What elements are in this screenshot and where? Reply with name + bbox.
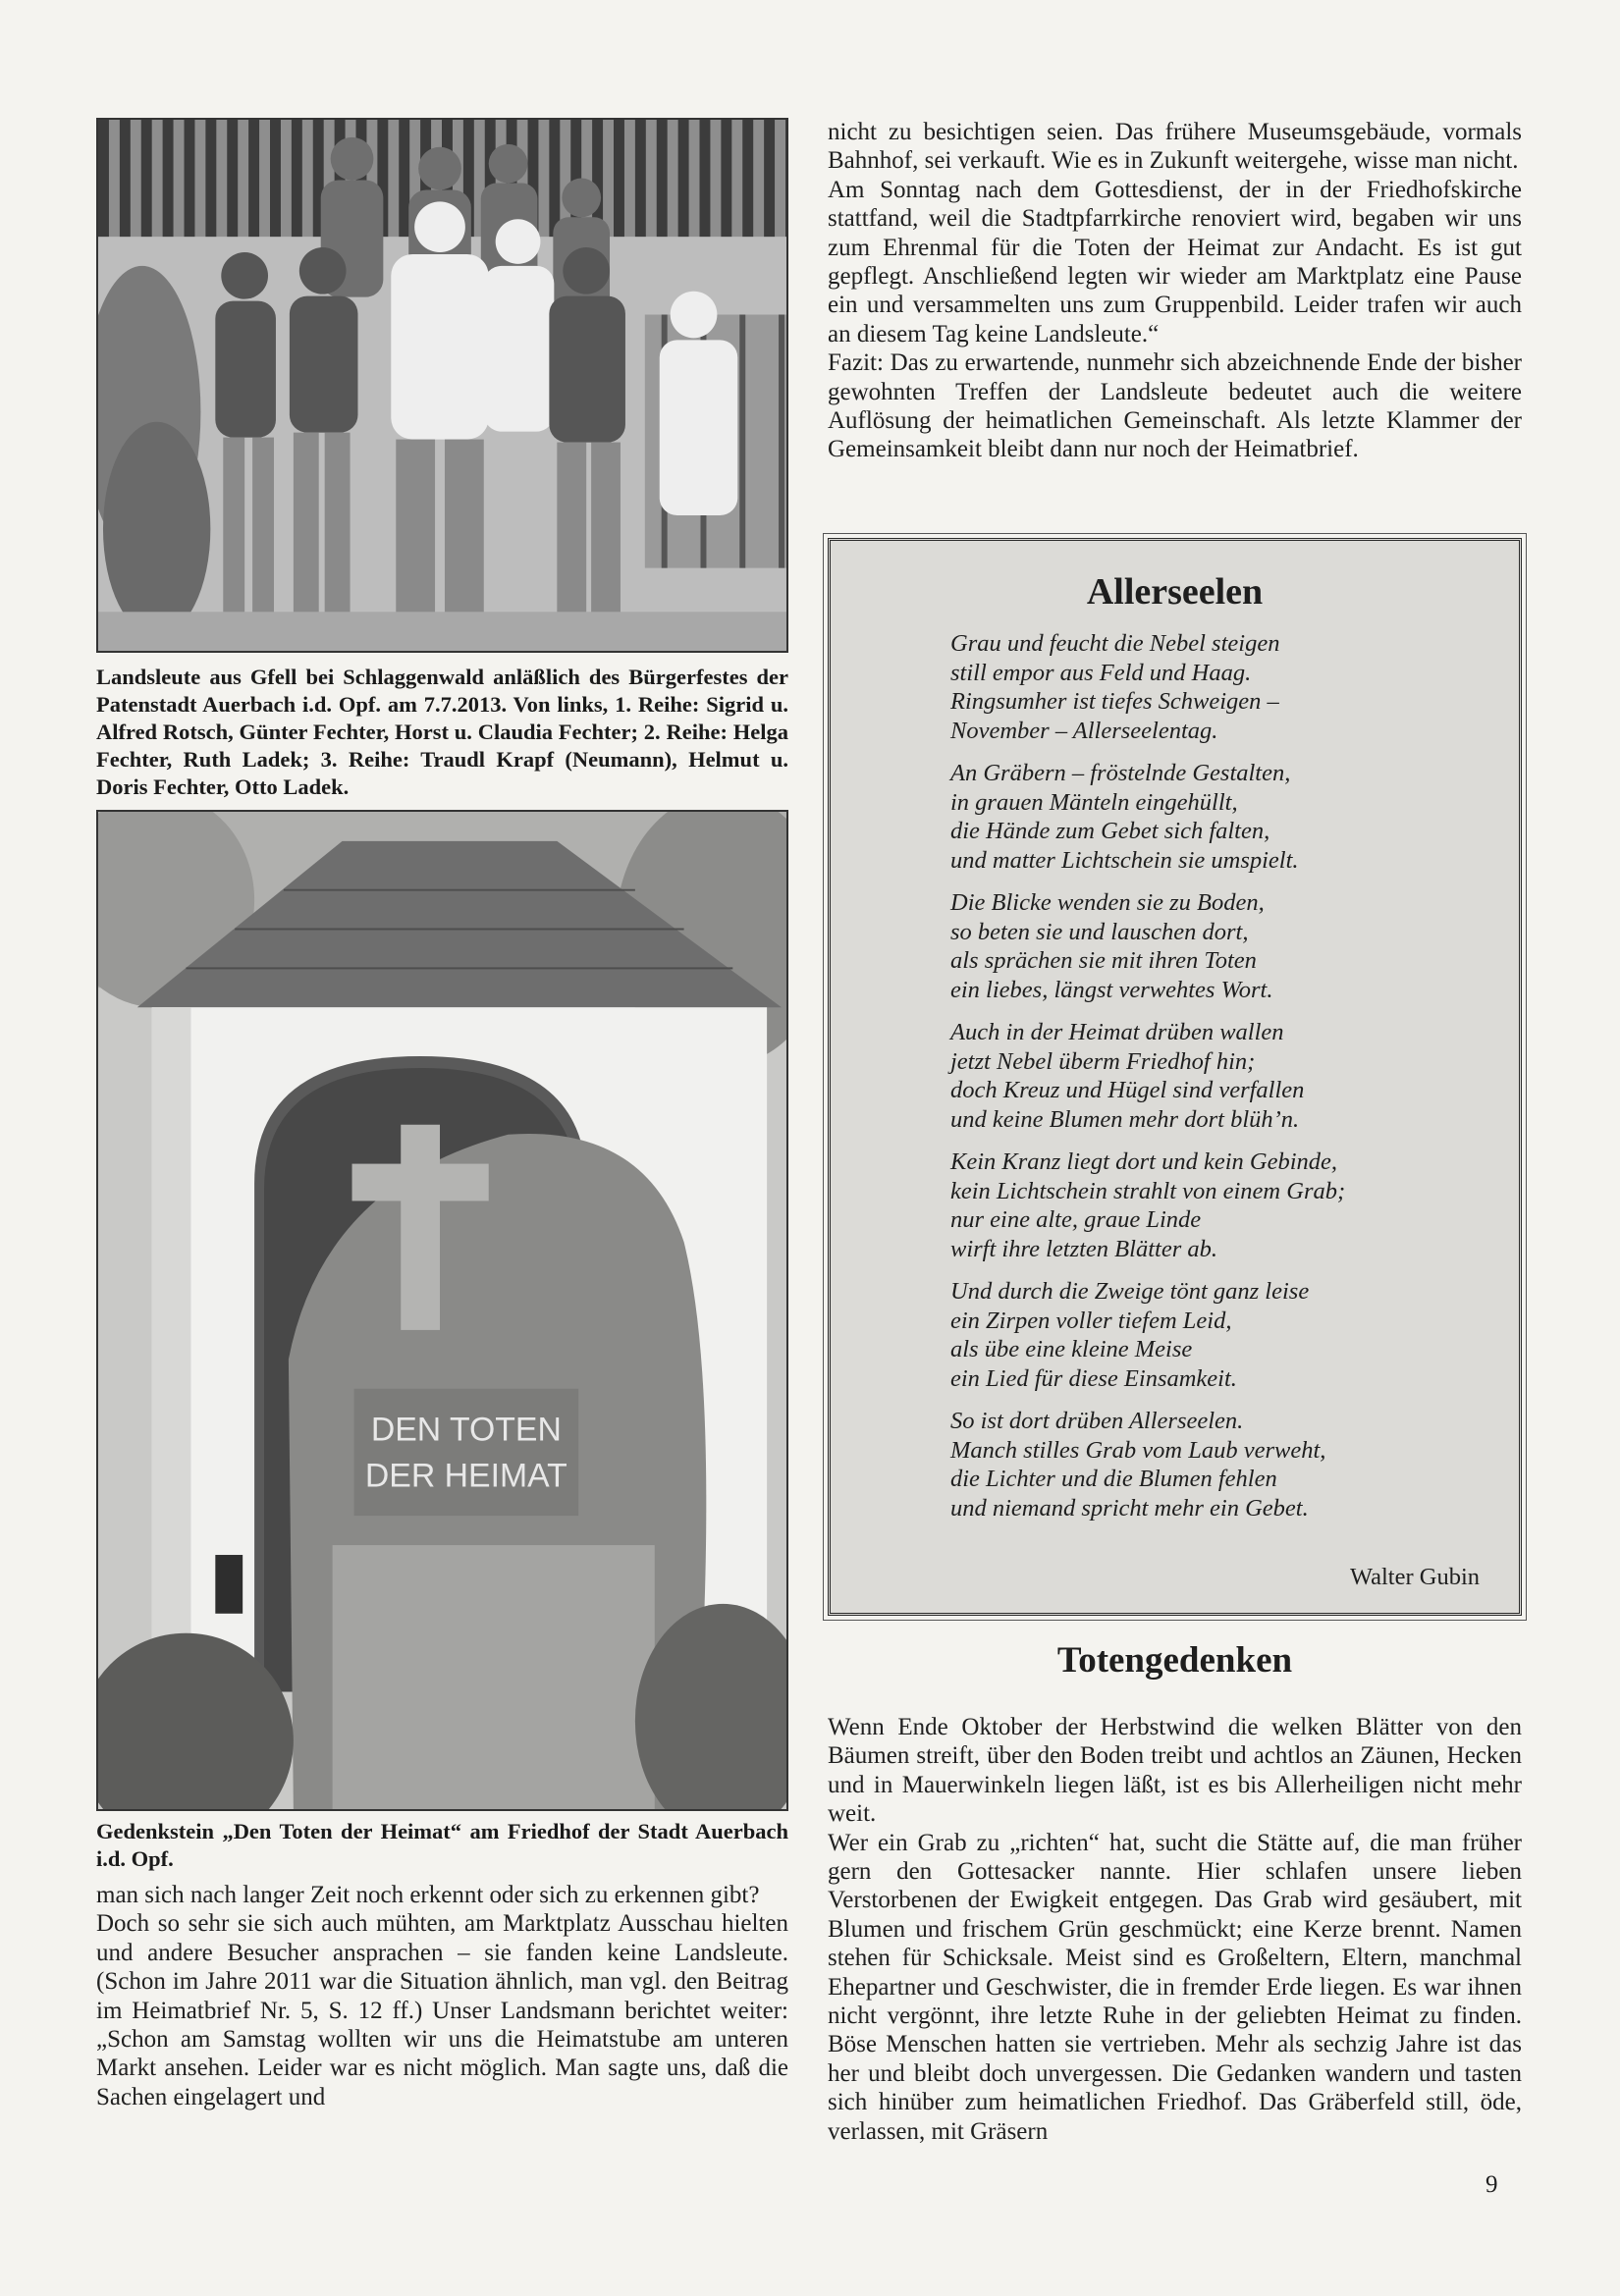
poem-author: Walter Gubin (1349, 1564, 1480, 1590)
left-column-text (96, 1881, 788, 2111)
poem-stanza (950, 1018, 1500, 1134)
section-text (828, 1713, 1522, 2146)
poem-line: wirft ihre letzten Blätter ab. (950, 1235, 1217, 1262)
poem-line: Grau und feucht die Nebel steigen (950, 630, 1280, 657)
poem-line: Kein Kranz liegt dort und kein Gebinde, (950, 1148, 1337, 1175)
inscription-line-2: DER HEIMAT (364, 1457, 567, 1495)
inscription-line-1: DEN TOTEN (370, 1411, 562, 1449)
group-photo (96, 118, 788, 653)
poem-line: als sprächen sie mit ihren Toten (950, 947, 1257, 974)
paragraph: Am Sonntag nach dem Gottesdienst, der in der Friedhofskirche stattfand, weil die Stadtpfarrkirche renoviert wird, begaben wir uns zum Ehrenmal für die Toten der Heimat zur Andacht. Es ist gut gepflegt. Anschließend legten wir wieder am Marktplatz eine Pause ein und versammelten uns zum Gruppenbild. Leider trafen wir auch an diesem Tag keine Landsleute.“ (828, 176, 1522, 347)
memorial-photo-image (98, 812, 786, 1809)
memorial-photo-caption: Gedenkstein „Den Toten der Heimat“ am Friedhof der Stadt Auerbach i.d. Opf. (96, 1819, 788, 1871)
paragraph: Doch so sehr sie sich auch mühten, am Marktplatz Ausschau hielten und andere Besucher ansprachen – sie fanden keine Landsleute. (Schon im Jahre 2011 war die Situation ähnlich, man vgl. den Beitrag im Heimatbrief Nr. 5, S. 12 ff.) Unser Landsmann berichtet weiter: „Schon am Samstag wollten wir uns die Heimatstube am unteren Markt ansehen. Leider war es nicht möglich. Man sagte uns, daß die Sachen eingelagert und (96, 1910, 788, 2110)
page-number: 9 (1485, 2171, 1498, 2198)
paragraph: Wer ein Grab zu „richten“ hat, sucht die Stätte auf, die man früher gern den Gottesacker nannte. Hier schlafen unsere lieben Verstorbenen der Ewigkeit entgegen. Das Grab wird gesäubert, mit Blumen und frischem Grün geschmückt; eine Kerze brennt. Namen stehen für Schicksale. Meist sind es Großeltern, Eltern, manchmal Ehepartner und Geschwister, die in fremder Erde liegen. Es war ihnen nicht vergönnt, ihre letzte Ruhe in der geliebten Heimat zu finden. Böse Menschen hatten sie vertrieben. Mehr als sechzig Jahre ist das her und bleibt doch unvergessen. Die Gedanken wandern und tasten sich hinüber zum heimatlichen Friedhof. Das Gräberfeld still, öde, verlassen, mit Gräsern (828, 1829, 1522, 2145)
poem-line: die Lichter und die Blumen fehlen (950, 1466, 1277, 1492)
poem-box (828, 538, 1522, 1616)
poem-line: November – Allerseelentag. (950, 717, 1218, 744)
poem-body (950, 629, 1500, 1536)
poem-line: als übe eine kleine Meise (950, 1336, 1193, 1362)
paragraph: man sich nach langer Zeit noch erkennt oder sich zu erkennen gibt? (96, 1882, 760, 1908)
section-heading: Totengedenken (1056, 1640, 1293, 1681)
memorial-photo (96, 810, 788, 1811)
poem-line: Ringsumher ist tiefes Schweigen – (950, 688, 1279, 715)
poem-line: die Hände zum Gebet sich falten, (950, 818, 1270, 844)
poem-line: so beten sie und lauschen dort, (950, 918, 1249, 945)
poem-line: kein Lichtschein strahlt von einem Grab; (950, 1177, 1346, 1204)
poem-line: So ist dort drüben Allerseelen. (950, 1408, 1244, 1434)
poem-line: in grauen Mänteln eingehüllt, (950, 788, 1238, 816)
poem-line: ein Zirpen voller tiefem Leid, (950, 1307, 1232, 1334)
poem-line: Und durch die Zweige tönt ganz leise (950, 1278, 1310, 1305)
poem-line: doch Kreuz und Hügel sind verfallen (950, 1077, 1305, 1103)
poem-line: und matter Lichtschein sie umspielt. (950, 846, 1299, 874)
poem-line: Manch stilles Grab vom Laub verweht, (950, 1436, 1326, 1464)
poem-line: und niemand spricht mehr ein Gebet. (950, 1494, 1309, 1522)
poem-stanza (950, 759, 1500, 875)
poem-line: und keine Blumen mehr dort blüh’n. (950, 1105, 1300, 1133)
paragraph: Wenn Ende Oktober der Herbstwind die welken Blätter von den Bäumen streift, über den Boden treibt und achtlos an Zäunen, Hecken und in Mauerwinkeln liegen läßt, ist es bis Allerheiligen nicht mehr weit. (828, 1714, 1522, 1828)
poem-stanza (950, 1407, 1500, 1522)
poem-line: ein Lied für diese Einsamkeit. (950, 1364, 1237, 1392)
poem-line: nur eine alte, graue Linde (950, 1206, 1202, 1233)
poem-line: ein liebes, längst verwehtes Wort. (950, 976, 1273, 1003)
group-photo-image (98, 120, 786, 651)
right-column-text (828, 118, 1522, 464)
poem-line: Auch in der Heimat drüben wallen (950, 1019, 1284, 1045)
poem-line: An Gräbern – fröstelnde Gestalten, (950, 760, 1291, 786)
poem-line: jetzt Nebel überm Friedhof hin; (950, 1047, 1256, 1075)
poem-stanza (950, 888, 1500, 1004)
poem-stanza (950, 629, 1500, 745)
poem-stanza (950, 1148, 1500, 1263)
poem-title: Allerseelen (1086, 571, 1264, 613)
group-photo-caption: Landsleute aus Gfell bei Schlaggenwald anläßlich des Bürgerfestes der Patenstadt Auerbach i.d. Opf. am 7.7.2013. Von links, 1. Reihe: Sigrid u. Alfred Rotsch, Günter Fechter, Horst u. Claudia Fechter; 2. Reihe: Helga Fechter, Ruth Ladek; 3. Reihe: Traudl Krapf (Neumann), Helmut u. Doris Fechter, Otto Ladek. (96, 665, 788, 799)
poem-line: still empor aus Feld und Haag. (950, 659, 1252, 686)
paragraph: nicht zu besichtigen seien. Das frühere Museumsgebäude, vormals Bahnhof, sei verkauft. Wie es in Zukunft weitergehe, wisse man nicht. (828, 119, 1522, 175)
poem-line: Die Blicke wenden sie zu Boden, (950, 889, 1265, 916)
paragraph: Fazit: Das zu erwartende, nunmehr sich abzeichnende Ende der bisher gewohnten Treffen der Landsleute bedeutet auch die weitere Auflösung der heimatlichen Gemeinschaft. Als letzte Klammer der Gemeinsamkeit bleibt dann nur noch der Heimatbrief. (828, 349, 1522, 463)
poem-stanza (950, 1277, 1500, 1393)
